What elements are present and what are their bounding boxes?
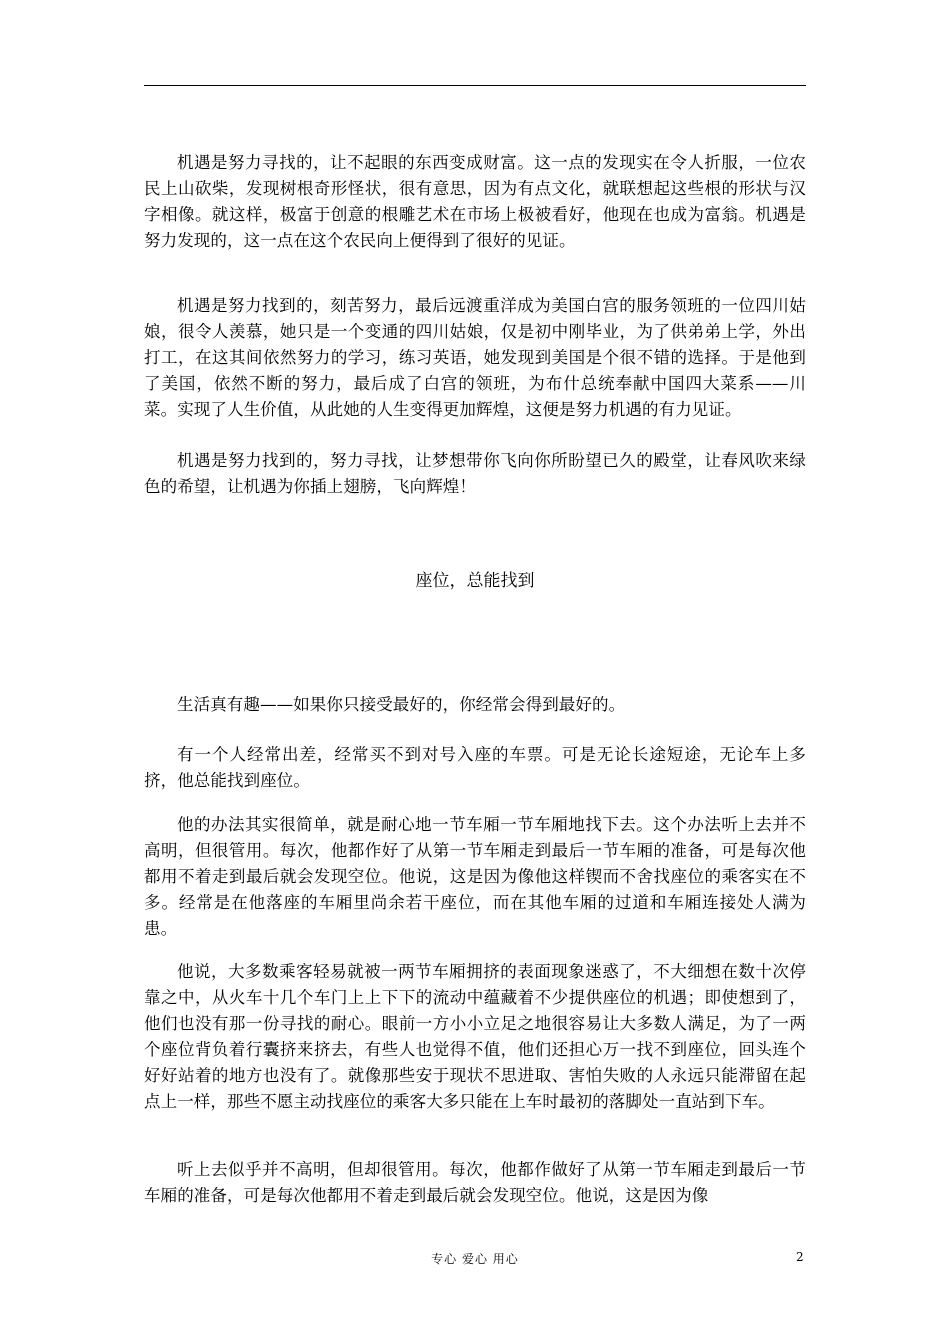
paragraph-7: 他说，大多数乘客轻易就被一两节车厢拥挤的表面现象迷惑了，不大细想在数十次停靠之中，从火车十几个车门上上下下的流动中蕴藏着不少提供座位的机遇；即使想到了，他们也没有那一份寻找的耐心。眼前一方小小立足之地很容易让大多数人满足，为了一两个座位背负着行囊挤来挤去，有些人也觉得不值，他们还担心万一找不到座位，回头连个好好站着的地方也没有了。就像那些安于现状不思进取、害怕失败的人永远只能滞留在起点上一样，那些不愿主动找座位的乘客大多只能在上车时最初的落脚处一直站到下车。 [144, 962, 806, 1111]
paragraph-8: 听上去似乎并不高明，但却很管用。每次，他都作做好了从第一节车厢走到最后一节车厢的准备，可是每次他都用不着走到最后就会发现空位。他说，这是因为像 [144, 1160, 806, 1205]
paragraph-3: 机遇是努力找到的，努力寻找，让梦想带你飞向你所盼望已久的殿堂，让春风吹来绿色的希望，让机遇为你插上翅膀，飞向辉煌！ [144, 451, 806, 496]
paragraph-2: 机遇是努力找到的，刻苦努力，最后远渡重洋成为美国白宫的服务领班的一位四川姑娘，很令人羡慕，她只是一个变通的四川姑娘，仅是初中刚毕业，为了供弟弟上学，外出打工，在这其间依然努力的学习，练习英语，她发现到美国是个很不错的选择。于是他到了美国，依然不断的努力，最后成了白宫的领班，为布什总统奉献中国四大菜系——川菜。实现了人生价值，从此她的人生变得更加辉煌，这便是努力机遇的有力见证。 [144, 296, 806, 419]
header-rule [144, 85, 806, 86]
paragraph-1: 机遇是努力寻找的，让不起眼的东西变成财富。这一点的发现实在令人折服，一位农民上山砍柴，发现树根奇形怪状，很有意思，因为有点文化，就联想起这些根的形状与汉字相像。就这样，极富于创意的根雕艺术在市场上极被看好，他现在也成为富翁。机遇是努力发现的，这一点在这个农民向上便得到了很好的见证。 [144, 153, 806, 250]
paragraph-4: 生活真有趣——如果你只接受最好的，你经常会得到最好的。 [177, 695, 626, 714]
paragraph-6: 他的办法其实很简单，就是耐心地一节车厢一节车厢地找下去。这个办法听上去并不高明，但很管用。每次，他都作好了从第一节车厢走到最后一节车厢的准备，可是每次他都用不着走到最后就会发现空位。他说，这是因为像他这样锲而不舍找座位的乘客实在不多。经常是在他落座的车厢里尚余若干座位，而在其他车厢的过道和车厢连接处人满为患。 [144, 815, 806, 938]
article-title: 座位，总能找到 [415, 571, 535, 591]
page-number: 2 [796, 1250, 804, 1264]
footer-motto: 专心 爱心 用心 [431, 1252, 519, 1266]
paragraph-5: 有一个人经常出差，经常买不到对号入座的车票。可是无论长途短途，无论车上多挤，他总能找到座位。 [144, 745, 806, 790]
